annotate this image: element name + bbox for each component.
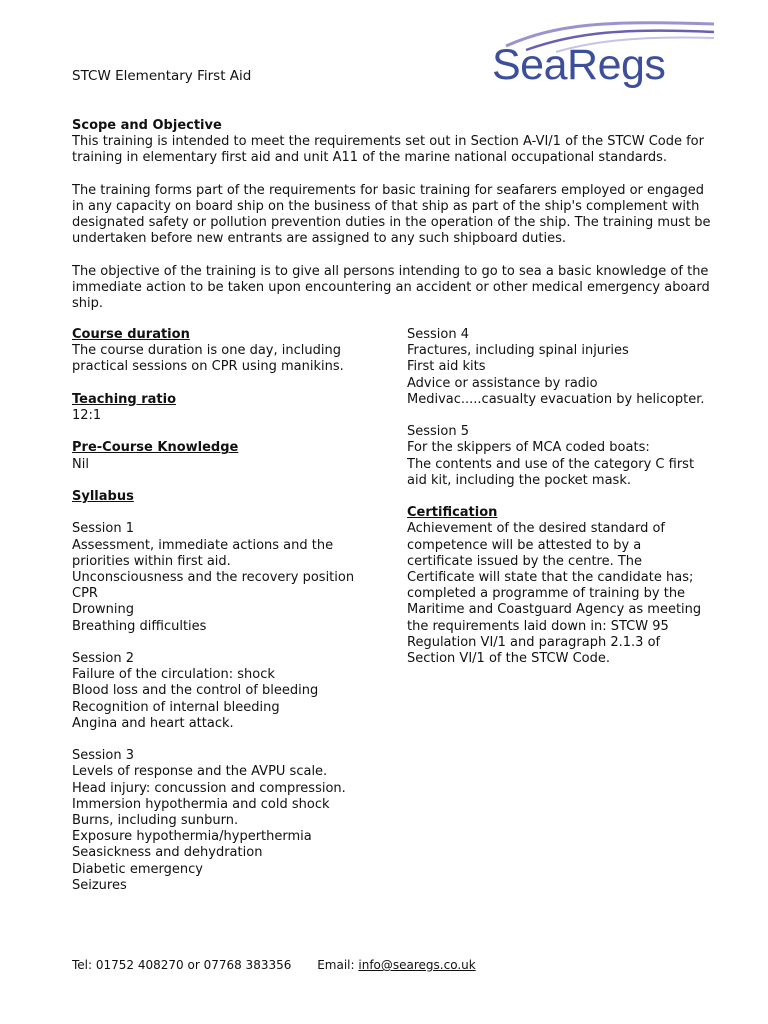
scope-line: The training forms part of the requirements for basic training for seafarers employed or engaged <box>72 182 704 198</box>
session-item: Drowning <box>72 602 134 618</box>
session-item: Diabetic emergency <box>72 861 203 877</box>
session-item: Advice or assistance by radio <box>407 375 598 391</box>
footer-phone: Tel: 01752 408270 or 07768 383356 <box>72 958 292 972</box>
session-item: Assessment, immediate actions and the <box>72 537 334 553</box>
certification-line: Regulation VI/1 and paragraph 2.1.3 of <box>407 634 661 650</box>
ratio-heading: Teaching ratio <box>72 391 177 407</box>
scope-line: This training is intended to meet the requirements set out in Section A-VI/1 of the STCW Code for <box>72 134 704 150</box>
duration-heading: Course duration <box>72 327 190 342</box>
syllabus-heading: Syllabus <box>72 488 134 504</box>
scope-line: undertaken before new entrants are assigned to any such shipboard duties. <box>72 231 566 247</box>
session-5-title: Session 5 <box>407 424 470 440</box>
document-title: STCW Elementary First Aid <box>72 68 252 84</box>
session-item: Recognition of internal bleeding <box>72 699 280 715</box>
certification-line: Achievement of the desired standard of <box>407 521 666 537</box>
scope-heading: Scope and Objective <box>72 118 222 133</box>
session-1-title: Session 1 <box>72 521 135 537</box>
certification-line: competence will be attested to by a <box>407 537 642 553</box>
session-item: The contents and use of the category C first <box>407 456 695 472</box>
session-item: CPR <box>72 586 98 602</box>
session-item: Immersion hypothermia and cold shock <box>72 796 330 812</box>
session-3-title: Session 3 <box>72 748 135 764</box>
session-item: Failure of the circulation: shock <box>72 667 275 683</box>
session-item: aid kit, including the pocket mask. <box>407 472 631 488</box>
footer-email-link[interactable]: info@searegs.co.uk <box>358 958 476 972</box>
session-item: Seasickness and dehydration <box>72 845 263 861</box>
session-item: Blood loss and the control of bleeding <box>72 683 319 699</box>
session-item: Seizures <box>72 877 127 893</box>
right-column <box>407 327 707 667</box>
certification-line: Certificate will state that the candidate has; <box>407 570 694 586</box>
session-item: Breathing difficulties <box>72 618 207 634</box>
searegs-logo <box>486 14 716 100</box>
certification-line: Maritime and Coastguard Agency as meeting <box>407 602 702 618</box>
session-item: Exposure hypothermia/hyperthermia <box>72 829 312 845</box>
footer-email-label: Email: <box>317 958 355 972</box>
precourse-value: Nil <box>72 456 89 472</box>
scope-line: in any capacity on board ship on the business of that ship as part of the ship's complement with <box>72 199 700 214</box>
logo-wordmark: SeaRegs <box>492 41 666 89</box>
precourse-heading: Pre-Course Knowledge <box>72 440 239 456</box>
duration-line: practical sessions on CPR using manikins. <box>72 359 344 375</box>
session-item: Medivac.....casualty evacuation by helicopter. <box>407 391 705 407</box>
session-4-title: Session 4 <box>407 327 470 342</box>
certification-line: Section VI/1 of the STCW Code. <box>407 651 610 667</box>
session-item: First aid kits <box>407 359 486 375</box>
scope-line: training in elementary first aid and unit A11 of the marine national occupational standards. <box>72 150 667 166</box>
scope-line: ship. <box>72 296 104 312</box>
session-item: Fractures, including spinal injuries <box>407 343 629 359</box>
session-item: Burns, including sunburn. <box>72 813 239 828</box>
footer <box>72 958 476 972</box>
session-item: Levels of response and the AVPU scale. <box>72 764 328 780</box>
scope-line: The objective of the training is to give all persons intending to go to sea a basic knowledge of the <box>72 263 709 279</box>
scope-line: immediate action to be taken upon encountering an accident or other medical emergency aboard <box>72 280 710 295</box>
duration-line: The course duration is one day, including <box>72 343 341 359</box>
session-item: Head injury: concussion and compression. <box>72 780 346 796</box>
session-2-title: Session 2 <box>72 650 135 666</box>
session-item: Unconsciousness and the recovery position <box>72 569 355 585</box>
certification-line: completed a programme of training by the <box>407 586 686 602</box>
left-column <box>72 327 382 894</box>
session-item: For the skippers of MCA coded boats: <box>407 440 650 456</box>
scope-line: designated safety or pollution prevention duties in the operation of the ship. The training must be <box>72 215 711 231</box>
session-item: priorities within first aid. <box>72 553 231 569</box>
scope-section <box>72 118 712 312</box>
certification-line: certificate issued by the centre. The <box>407 553 643 569</box>
certification-heading: Certification <box>407 505 498 521</box>
ratio-value: 12:1 <box>72 408 102 423</box>
session-item: Angina and heart attack. <box>72 715 234 731</box>
certification-line: the requirements laid down in: STCW 95 <box>407 618 669 634</box>
